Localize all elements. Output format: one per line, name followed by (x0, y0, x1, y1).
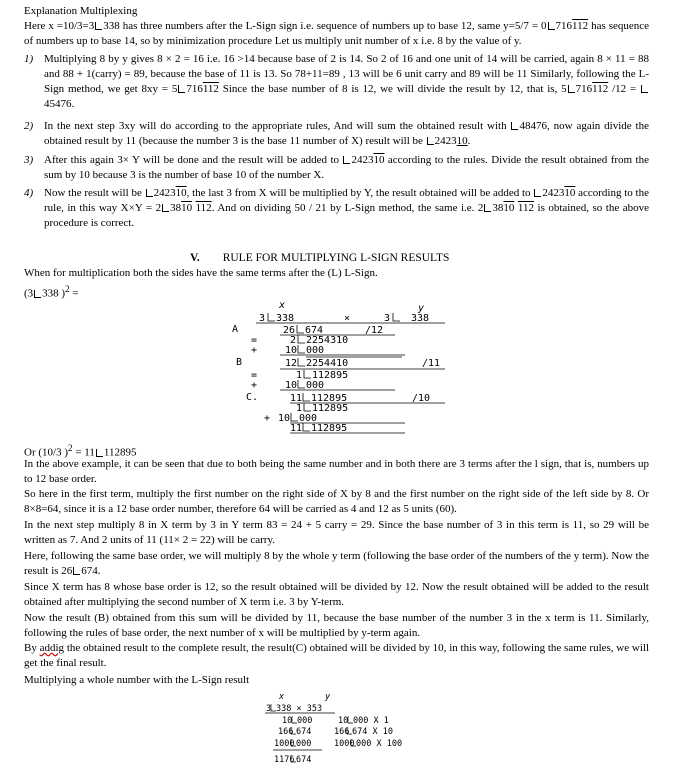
svg-text:/10: /10 (412, 393, 431, 404)
paragraph: Here, following the same base order, we will multiply 8 by the whole y term (following the base order of the numbers of the y term). Now the result is 26 674. (24, 550, 649, 577)
svg-text:112895: 112895 (311, 423, 348, 434)
l-sign-icon (298, 380, 305, 388)
svg-text:000: 000 (306, 345, 325, 356)
section-heading: V. RULE FOR MULTIPLYING L-SIGN RESULTS (190, 252, 450, 264)
svg-text:3: 3 (266, 704, 272, 714)
svg-text:2254410: 2254410 (306, 358, 349, 369)
l-sign-icon (304, 403, 311, 411)
l-sign-icon (95, 22, 102, 30)
l-sign-icon (548, 22, 555, 30)
svg-text:1: 1 (296, 370, 303, 381)
intro-paragraph: Here x =10/3=3 338 has three numbers after the L-Sign sign i.e. sequence of numbers up to base 12, same y=5/7 = 0 716112 has sequence of numbers up to base 14, so by minimization procedure Let us multiply unit number of x i.e. 8 by the value of y. (24, 20, 649, 47)
paragraph: In the next step multiply 8 in X term by 3 in Y term 83 = 24 + 5 carry = 29. Since the base number of 3 in this term is 11, so 29 will be written as 7. And 2 units of 11 (11× 2 = 22) will be carry. (24, 519, 649, 546)
l-sign-icon (178, 85, 185, 93)
l-sign-icon (641, 85, 648, 93)
svg-text:674: 674 (296, 727, 312, 737)
svg-text:674: 674 (296, 755, 312, 765)
svg-text:338: 338 (276, 313, 295, 324)
y-label: y (325, 692, 331, 702)
svg-text:10: 10 (285, 380, 298, 391)
svg-text:3: 3 (259, 313, 266, 324)
svg-text:10: 10 (285, 345, 298, 356)
svg-text:2254310: 2254310 (306, 335, 349, 346)
svg-text:/11: /11 (422, 358, 441, 369)
list-item: 4) Now the result will be 242310, the last 3 from X will be multiplied by Y, the result obtained will be added to 242310 according to the rule, in this way X×Y = 2 3810 112. And on dividing 50 / 21 by L-Sign method, the same i.e. 2 3810 112 is obtained, so the above procedure is correct. (24, 187, 650, 229)
svg-text:+: + (251, 345, 258, 356)
x-label: x (279, 692, 285, 702)
l-sign-icon (568, 85, 575, 93)
svg-text:674 X 10: 674 X 10 (352, 727, 393, 737)
l-sign-icon (511, 122, 518, 130)
svg-text:11: 11 (290, 393, 303, 404)
l-sign-icon (343, 156, 350, 164)
svg-text:338 × 353: 338 × 353 (276, 704, 323, 714)
svg-text:=: = (251, 335, 258, 346)
l-sign-icon (146, 189, 153, 197)
l-sign-icon (484, 204, 491, 212)
svg-text:2: 2 (290, 335, 297, 346)
svg-text:112895: 112895 (312, 403, 349, 414)
l-sign-icon (393, 313, 400, 321)
equation: Or (10/3 )$^2$ = 11 112895 (24, 443, 137, 459)
l-sign-icon (34, 290, 41, 298)
svg-text:112895: 112895 (312, 370, 349, 381)
l-sign-icon (291, 413, 298, 421)
l-sign-icon (534, 189, 541, 197)
list-item: 1) Multiplying 8 by y gives 8 × 2 = 16 i.e. 16 >14 because base of 2 is 14. So 2 of 16 and one unit of 14 will be carried, again 8 × 11 = 88 and 88 + 1(carry) = 89, because the base of 11 is 13. So 78+11=89 , 13 will be 6 unit carry and 89 will be 11 Similarly, following the L-Sign method, we get 8xy = 5 716112 Since the base number of 8 is 12, we will divide the result by 12, that is, 5 716112 /12 = 45476. (24, 53, 649, 110)
svg-text:000: 000 (296, 739, 312, 749)
x-label: x (279, 300, 286, 311)
paragraph: So here in the first term, multiply the first number on the right side of X by 8 and the first number on the right side of the left side by 8. Or 8×8=64, since it is a 12 base order number, therefore 64 will be carried as 4 and 12 as 5 units (60). (24, 488, 649, 515)
l-sign-icon (304, 370, 311, 378)
svg-text:26: 26 (283, 325, 296, 336)
svg-text:+: + (264, 413, 271, 424)
l-sign-icon (73, 567, 80, 575)
paragraph: Now the result (B) obtained from this sum will be divided by 11, because the base number of the number 3 in the x term is 11. Similarly, following the rules of base order, the next number of x will be multiplied by y-term again. (24, 612, 649, 639)
svg-text:=: = (251, 370, 258, 381)
label-b: B (236, 357, 243, 368)
list-item: 2) In the next step 3xy will do according to the appropriate rules, And will sum the obtained result with 48476, now again divide the obtained result by 11 (because the number 3 is the base 11 number of X) result will be 242310. (24, 120, 649, 147)
l-sign-icon (303, 423, 310, 431)
equation: (3 338 )$^2$ = (24, 284, 79, 300)
svg-text:112895: 112895 (311, 393, 348, 404)
svg-text:000: 000 (306, 380, 325, 391)
svg-text:338: 338 (411, 313, 430, 324)
l-sign-icon (96, 449, 103, 457)
paragraph: In the above example, it can be seen that due to both being the same number and in both there are 3 terms after the l sign, that is, numbers up to 12 base order. (24, 458, 649, 485)
svg-text:166: 166 (334, 727, 350, 737)
svg-text:10: 10 (278, 413, 291, 424)
svg-text:674: 674 (305, 325, 324, 336)
l-sign-icon (162, 204, 169, 212)
svg-text:10: 10 (282, 716, 293, 726)
svg-text:000: 000 (299, 413, 318, 424)
svg-text:1000: 1000 (334, 739, 355, 749)
multiplication-figure (0, 300, 674, 440)
svg-text:12: 12 (285, 358, 298, 369)
l-sign-icon (303, 393, 310, 401)
svg-text:166: 166 (278, 727, 294, 737)
paragraph: Since X term has 8 whose base order is 12, so the result obtained will be divided by 12. Now the result obtained will be added to the result obtained after multiplying the second number of X term i.e. 3 by Y-term. (24, 581, 649, 608)
l-sign-icon (268, 313, 275, 321)
svg-text:1: 1 (296, 403, 303, 414)
svg-text:10: 10 (338, 716, 349, 726)
svg-text:+: + (251, 380, 258, 391)
y-label: y (418, 303, 425, 314)
l-sign-icon (427, 137, 434, 145)
paragraph: By addig the obtained result to the complete result, the result(C) obtained will be divided by 10, in this way, following the same rules, we will get the final result. (24, 642, 649, 669)
svg-text:000: 000 (297, 716, 313, 726)
svg-text:000 X 1: 000 X 1 (353, 716, 389, 726)
label-c: C. (246, 392, 259, 403)
svg-text:000 X 100: 000 X 100 (356, 739, 403, 749)
heading: Explanation Multiplexing (24, 5, 138, 17)
whole-number-multiplication-figure (0, 690, 674, 773)
l-sign-icon (298, 345, 305, 353)
svg-text:/12: /12 (365, 325, 384, 336)
l-sign-icon (298, 358, 305, 366)
paragraph: When for multiplication both the sides have the same terms after the (L) L-Sign. (24, 267, 378, 279)
svg-text:×: × (344, 313, 351, 324)
svg-text:1176: 1176 (274, 755, 295, 765)
svg-text:3: 3 (384, 313, 391, 324)
label-a: A (232, 324, 239, 335)
svg-text:11: 11 (290, 423, 303, 434)
l-sign-icon (298, 335, 305, 343)
l-sign-icon (297, 325, 304, 333)
paragraph: Multiplying a whole number with the L-Sign result (24, 674, 250, 686)
svg-text:1000: 1000 (274, 739, 295, 749)
list-item: 3) After this again 3× Y will be done and the result will be added to 242310 according to the rules. Divide the result obtained from the sum by 10 because 3 is the number of base 10 of the number X. (24, 154, 649, 181)
